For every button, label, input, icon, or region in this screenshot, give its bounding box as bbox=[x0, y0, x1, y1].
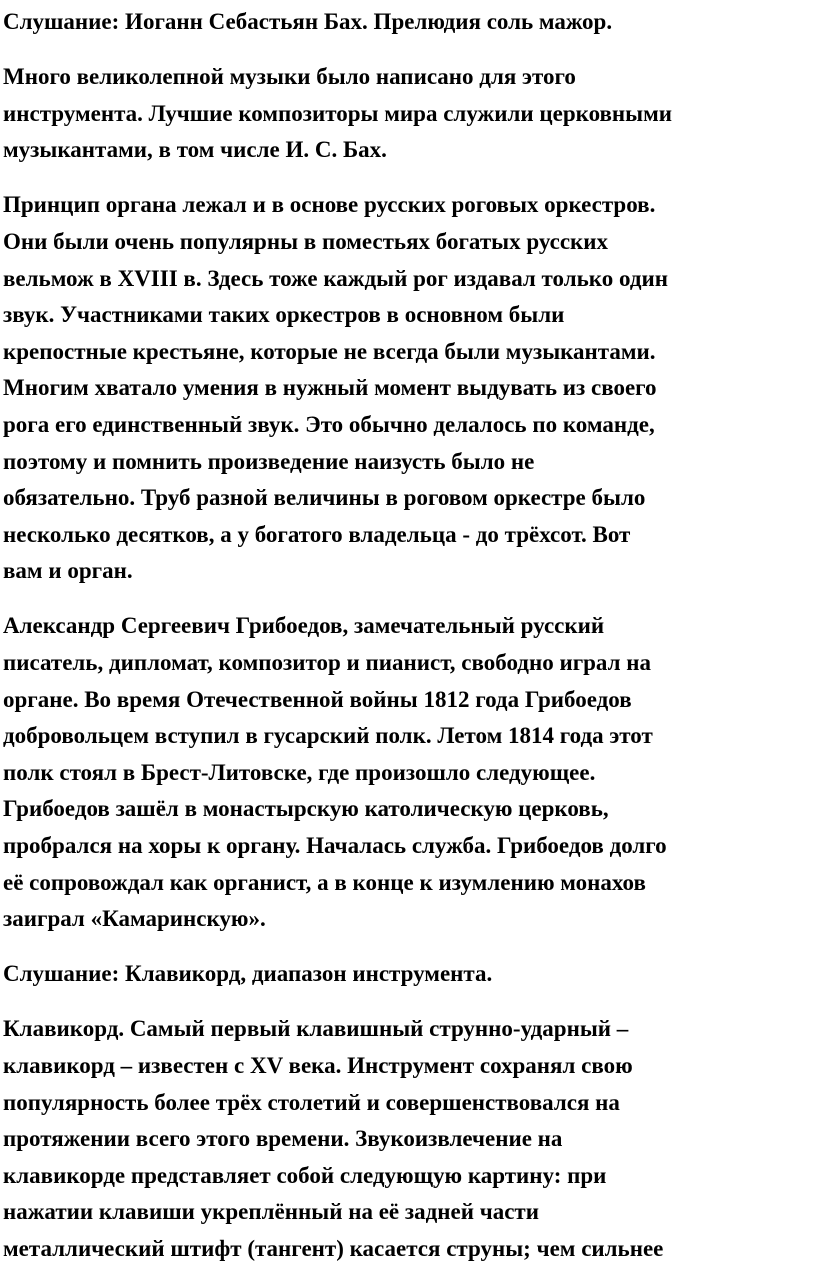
paragraph-horn-orchestras bbox=[3, 187, 816, 590]
heading-listening-clavichord bbox=[3, 956, 816, 993]
text-line: звук. Участниками таких оркестров в основном были bbox=[3, 302, 565, 328]
text-line: заиграл «Камаринскую». bbox=[3, 906, 266, 932]
text-line: органе. Во время Отечественной войны 1812 года Грибоедов bbox=[3, 686, 632, 712]
text-line: полк стоял в Брест-Литовске, где произошло следующее. bbox=[3, 759, 596, 785]
paragraph-clavichord bbox=[3, 1011, 816, 1267]
text-line: клавикорд – известен с XV века. Инструмент сохранял свою bbox=[3, 1052, 633, 1078]
text-line: Много великолепной музыки было написано для этого bbox=[3, 64, 576, 90]
text-line: пробрался на хоры к органу. Началась служба. Грибоедов долго bbox=[3, 832, 667, 858]
text-line: крепостные крестьяне, которые не всегда были музыкантами. bbox=[3, 338, 656, 364]
paragraph-organ-music bbox=[3, 59, 816, 169]
text-line: Грибоедов зашёл в монастырскую католическую церковь, bbox=[3, 796, 609, 822]
text-line: рога его единственный звук. Это обычно делалось по команде, bbox=[3, 411, 655, 437]
text-line: Слушание: Иоганн Себастьян Бах. Прелюдия соль мажор. bbox=[3, 9, 613, 34]
text-line: протяжении всего этого времени. Звукоизвлечение на bbox=[3, 1126, 563, 1152]
text-line: поэтому и помнить произведение наизусть было не bbox=[3, 448, 535, 474]
text-line: Клавикорд. Самый первый клавишный струнно-ударный – bbox=[3, 1016, 629, 1042]
text-line: музыкантами, в том числе И. С. Бах. bbox=[3, 137, 387, 163]
text-line: несколько десятков, а у богатого владельца - до трёхсот. Вот bbox=[3, 521, 631, 547]
text-line: клавикорде представляет собой следующую картину: при bbox=[3, 1162, 607, 1188]
text-line: обязательно. Труб разной величины в роговом оркестре было bbox=[3, 485, 646, 511]
text-line: писатель, дипломат, композитор и пианист, свободно играл на bbox=[3, 650, 652, 675]
text-line: Многим хватало умения в нужный момент выдувать из своего bbox=[3, 375, 657, 401]
text-line: вам и орган. bbox=[3, 558, 133, 584]
text-line: Принцип органа лежал и в основе русских роговых оркестров. bbox=[3, 192, 656, 218]
text-line: нажатии клавиши укреплённый на её задней части bbox=[3, 1199, 539, 1225]
text-line: Они были очень популярны в поместьях богатых русских bbox=[3, 228, 609, 254]
text-line: вельмож в XVIII в. Здесь тоже каждый рог издавал только один bbox=[3, 265, 668, 291]
text-line: добровольцем вступил в гусарский полк. Летом 1814 года этот bbox=[3, 723, 653, 749]
text-line: инструмента. Лучшие композиторы мира служили церковными bbox=[3, 100, 673, 126]
text-line: Слушание: Клавикорд, диапазон инструмента. bbox=[3, 961, 493, 987]
text-line: металлический штифт (тангент) касается струны; чем сильнее bbox=[3, 1235, 664, 1261]
text-line: Александр Сергеевич Грибоедов, замечательный русский bbox=[3, 613, 605, 639]
heading-listening-bach bbox=[3, 4, 816, 41]
text-line: популярность более трёх столетий и совершенствовался на bbox=[3, 1089, 620, 1115]
text-line: её сопровождал как органист, а в конце к изумлению монахов bbox=[3, 869, 646, 895]
paragraph-griboedov bbox=[3, 608, 816, 937]
